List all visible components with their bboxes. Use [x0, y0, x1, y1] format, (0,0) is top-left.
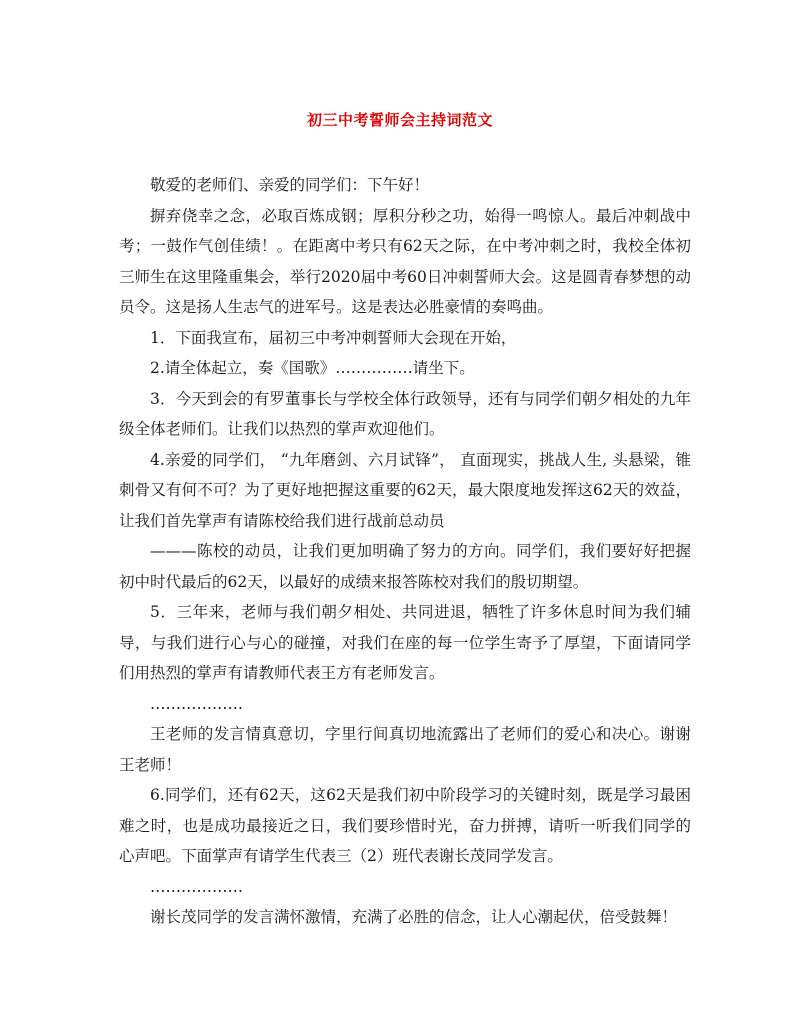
paragraph-item-3: 3．今天到会的有罗董事长与学校全体行政领导，还有与同学们朝夕相处的九年级全体老师们。让我们以热烈的掌声欢迎他们。	[119, 389, 691, 438]
paragraph-item-5: 5．三年来，老师与我们朝夕相处、共同进退，牺牲了许多休息时间为我们辅导，与我们进行心与心的碰撞，对我们在座的每一位学生寄予了厚望，下面请同学们用热烈的掌声有请教师代表王方有老师发言。	[119, 603, 691, 682]
paragraph-student-thanks: 谢长茂同学的发言满怀激情，充满了必胜的信念，让人心潮起伏，倍受鼓舞！	[150, 908, 678, 926]
paragraph-greeting: 敬爱的老师们、亲爱的同学们：下午好！	[150, 176, 430, 194]
paragraph-opening: 摒弃侥幸之念，必取百炼成钢；厚积分秒之功，始得一鸣惊人。最后冲刺战中考；一鼓作气创佳绩！。在距离中考只有62天之际，在中考冲刺之时，我校全体初三师生在这里隆重集会，举行2020届中考60日冲刺誓师大会。这是圆青春梦想的动员令。这是扬人生志气的进军号。这是表达必胜豪情的奏鸣曲。	[119, 206, 691, 316]
ellipsis-divider: ………………	[150, 694, 243, 713]
paragraph-teacher-thanks: 王老师的发言情真意切，字里行间真切地流露出了老师们的爱心和决心。谢谢王老师！	[119, 725, 691, 774]
paragraph-item-6: 6.同学们，还有62天，这62天是我们初中阶段学习的关键时刻，既是学习最困难之时，也是成功最接近之日，我们要珍惜时光，奋力拼搏，请听一听我们同学的心声吧。下面掌声有请学生代表三（2）班代表谢长茂同学发言。	[119, 786, 691, 865]
document-title: 初三中考誓师会主持词范文	[306, 111, 493, 129]
paragraph-principal-response: ———陈校的动员，让我们更加明确了努力的方向。同学们，我们要好好把握初中时代最后的62天，以最好的成绩来报答陈校对我们的殷切期望。	[119, 542, 691, 591]
paragraph-item-2: 2.请全体起立，奏《国歌》……………请坐下。	[150, 359, 475, 377]
paragraph-item-1: 1．下面我宣布，届初三中考冲刺誓师大会现在开始，	[150, 328, 517, 347]
paragraph-item-4: 4.亲爱的同学们， “九年磨剑、六月试锋”， 直面现实，挑战人生, 头悬梁，锥刺骨又有何不可？为了更好地把握这重要的62天，最大限度地发挥这62天的效益，让我们首先掌声有请陈校给我们进行战前总动员	[119, 450, 691, 530]
ellipsis-divider: ………………	[150, 877, 243, 896]
document-body	[119, 170, 691, 933]
